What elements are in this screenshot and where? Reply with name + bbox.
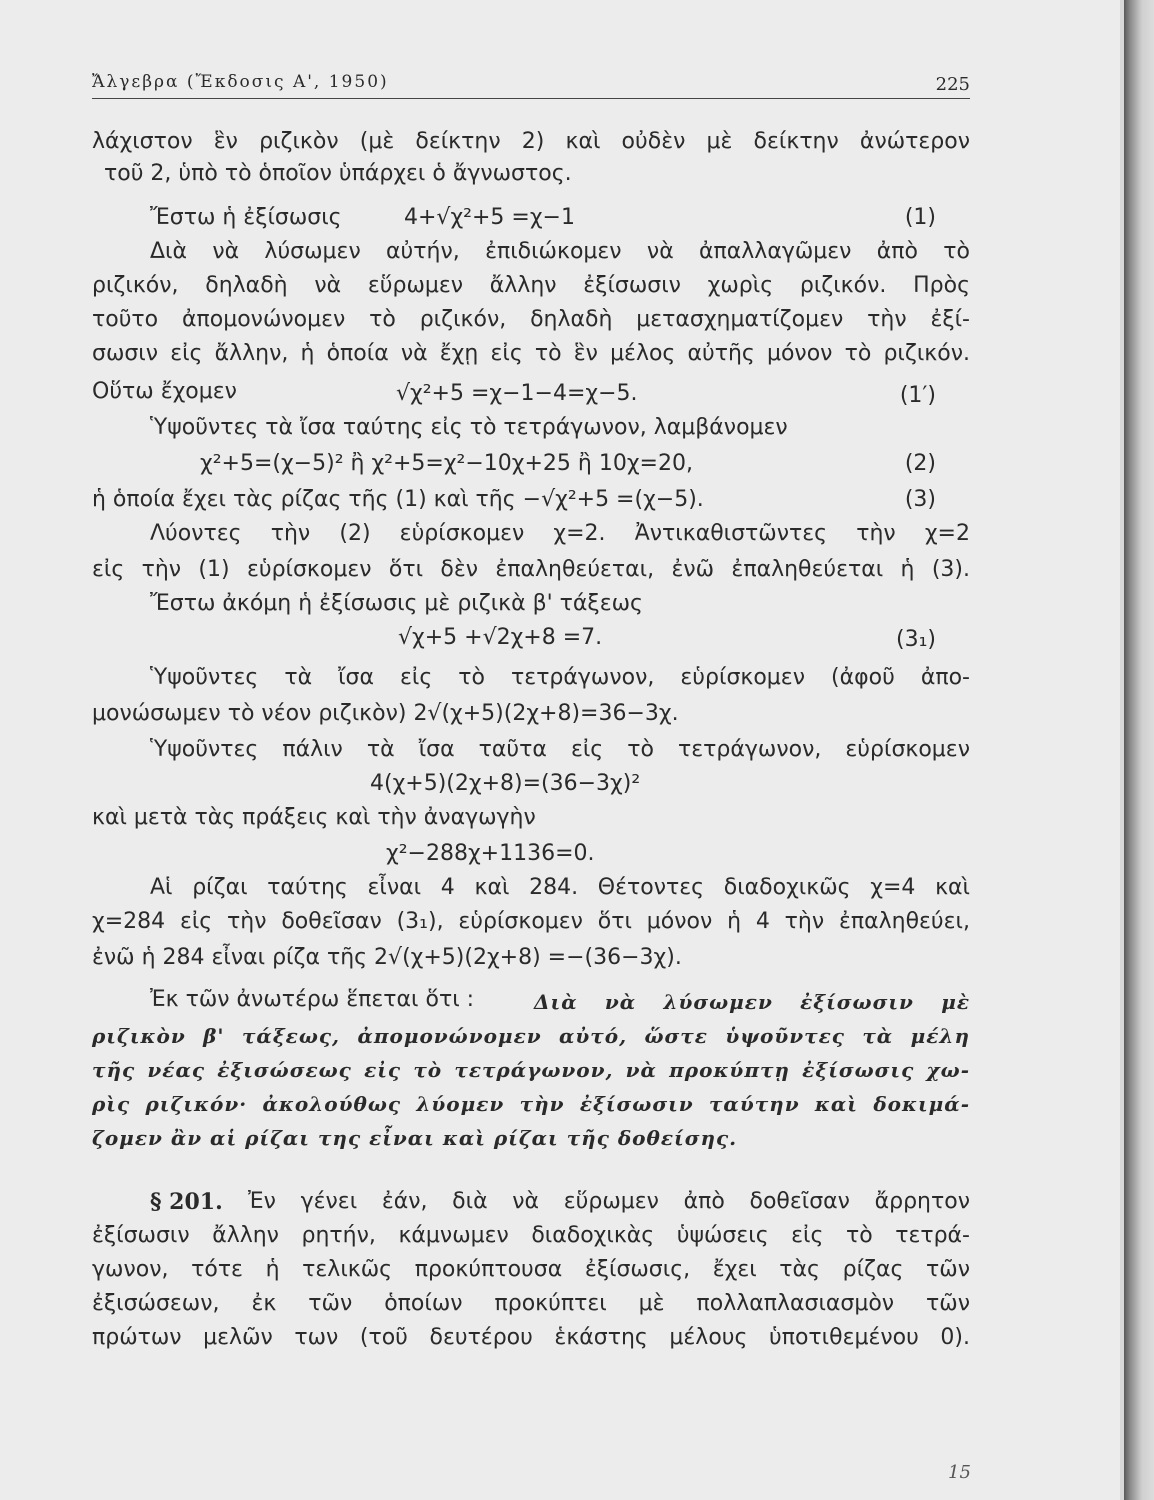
page-edge-shadow <box>1124 0 1154 1500</box>
italic-rule-line: τῆς νέας ἐξισώσεως εἰς τὸ τετράγωνον, νὰ προκύπτῃ ἐξίσωσις χω- <box>92 1058 970 1082</box>
text-line: Οὕτω ἔχομεν <box>92 379 237 404</box>
text-line: Ἐκ τῶν ἀνωτέρω ἕπεται ὅτι : <box>150 987 475 1012</box>
text-line: Ὑψοῦντες τὰ ἴσα ταύτης εἰς τὸ τετράγωνον, λαμβάνομεν <box>150 415 788 440</box>
equation-tag: (2) <box>904 451 936 476</box>
page-number: 225 <box>935 74 970 95</box>
text-line: Ἐν γένει ἐάν, διὰ νὰ εὕρωμεν ἀπὸ δοθεῖσαν ἄρρητον <box>248 1189 970 1214</box>
text-line: λάχιστον ἓν ριζικὸν (μὲ δείκτην 2) καὶ οὐδὲν μὲ δείκτην ἀνώτερον <box>92 129 970 154</box>
text-line: γωνον, τότε ἡ τελικῶς προκύπτουσα ἐξίσωσις, ἔχει τὰς ρίζας τῶν <box>92 1257 970 1282</box>
equation: χ²−288χ+1136=0. <box>386 841 595 866</box>
text-line: Διὰ νὰ λύσωμεν αὐτήν, ἐπιδιώκομεν νὰ ἀπαλλαγῶμεν ἀπὸ τὸ <box>150 239 970 264</box>
text-line: τοῦ 2, ὑπὸ τὸ ὁποῖον ὑπάρχει ὁ ἄγνωστος. <box>104 161 572 186</box>
text-line: εἰς τὴν (1) εὑρίσκομεν ὅτι δὲν ἐπαληθεύεται, ἐνῶ ἐπαληθεύεται ἡ (3). <box>92 557 970 582</box>
section-number: § 201. <box>150 1189 223 1215</box>
running-header <box>92 68 970 99</box>
equation: √χ²+5 =χ−1−4=χ−5. <box>396 381 638 406</box>
equation: χ²+5=(χ−5)² ἢ χ²+5=χ²−10χ+25 ἢ 10χ=20, <box>200 451 693 476</box>
equation-tag: (3) <box>904 487 936 512</box>
equation: 4+√χ²+5 =χ−1 <box>404 205 575 230</box>
text-line: Ἔστω ἀκόμη ἡ ἐξίσωσις μὲ ριζικὰ β' τάξεως <box>150 591 643 616</box>
equation-tag: (1) <box>904 205 936 230</box>
header-title: Ἄλγεβρα (Ἔκδοσις Α', 1950) <box>92 72 389 92</box>
text-line: μονώσωμεν τὸ νέον ριζικὸν) 2√(χ+5)(2χ+8)=36−3χ. <box>92 701 679 726</box>
equation-tag: (1′) <box>899 383 936 408</box>
text-line: Αἱ ρίζαι ταύτης εἶναι 4 καὶ 284. Θέτοντες διαδοχικῶς χ=4 καὶ <box>150 875 970 900</box>
equation: 4(χ+5)(2χ+8)=(36−3χ)² <box>370 771 641 796</box>
text-line: ἐξισώσεων, ἐκ τῶν ὁποίων προκύπτει μὲ πολλαπλασιασμὸν τῶν <box>92 1291 970 1316</box>
italic-rule-line: ρὶς ριζικόν· ἀκολούθως λύομεν τὴν ἐξίσωσιν ταύτην καὶ δοκιμά- <box>92 1092 970 1116</box>
text-line: Ἔστω ἡ ἐξίσωσις <box>150 205 342 230</box>
text-line: χ=284 εἰς τὴν δοθεῖσαν (3₁), εὑρίσκομεν ὅτι μόνον ἡ 4 τὴν ἐπαληθεύει, <box>92 909 970 934</box>
equation-tag: (3₁) <box>896 627 936 652</box>
text-line: ἡ ὁποία ἔχει τὰς ρίζας τῆς (1) καὶ τῆς −√χ²+5 =(χ−5). <box>92 487 704 512</box>
italic-rule-line: Διὰ νὰ λύσωμεν ἐξίσωσιν μὲ <box>534 990 970 1014</box>
text-line: ριζικόν, δηλαδὴ νὰ εὕρωμεν ἄλλην ἐξίσωσιν χωρὶς ριζικόν. Πρὸς <box>92 273 970 298</box>
text-line: σωσιν εἰς ἄλλην, ἡ ὁποία νὰ ἔχῃ εἰς τὸ ἓν μέλος αὐτῆς μόνον τὸ ριζικόν. <box>92 341 970 366</box>
text-line: ἐξίσωσιν ἄλλην ρητήν, κάμνωμεν διαδοχικὰς ὑψώσεις εἰς τὸ τετρά- <box>92 1223 970 1248</box>
equation: √χ+5 +√2χ+8 =7. <box>398 625 603 650</box>
text-line: Λύοντες τὴν (2) εὑρίσκομεν χ=2. Ἀντικαθιστῶντες τὴν χ=2 <box>150 521 970 546</box>
text-line: Ὑψοῦντες πάλιν τὰ ἴσα ταῦτα εἰς τὸ τετράγωνον, εὑρίσκομεν <box>150 737 970 762</box>
italic-rule-line: ριζικὸν β' τάξεως, ἀπομονώνομεν αὐτό, ὥστε ὑψοῦντες τὰ μέλη <box>92 1024 970 1048</box>
italic-rule-line: ζομεν ἂν αἱ ρίζαι της εἶναι καὶ ρίζαι τῆς δοθείσης. <box>92 1126 738 1150</box>
signature-mark: 15 <box>948 1462 971 1483</box>
text-line: Ὑψοῦντες τὰ ἴσα εἰς τὸ τετράγωνον, εὑρίσκομεν (ἀφοῦ ἀπο- <box>150 665 970 690</box>
text-line: τοῦτο ἀπομονώνομεν τὸ ριζικόν, δηλαδὴ μετασχηματίζομεν τὴν ἐξί- <box>92 307 970 332</box>
text-line: καὶ μετὰ τὰς πράξεις καὶ τὴν ἀναγωγὴν <box>92 805 536 830</box>
text-line: ἐνῶ ἡ 284 εἶναι ρίζα τῆς 2√(χ+5)(2χ+8) =−(36−3χ). <box>92 945 682 970</box>
text-line: πρώτων μελῶν των (τοῦ δευτέρου ἑκάστης μέλους ὑποτιθεμένου 0). <box>92 1325 970 1350</box>
